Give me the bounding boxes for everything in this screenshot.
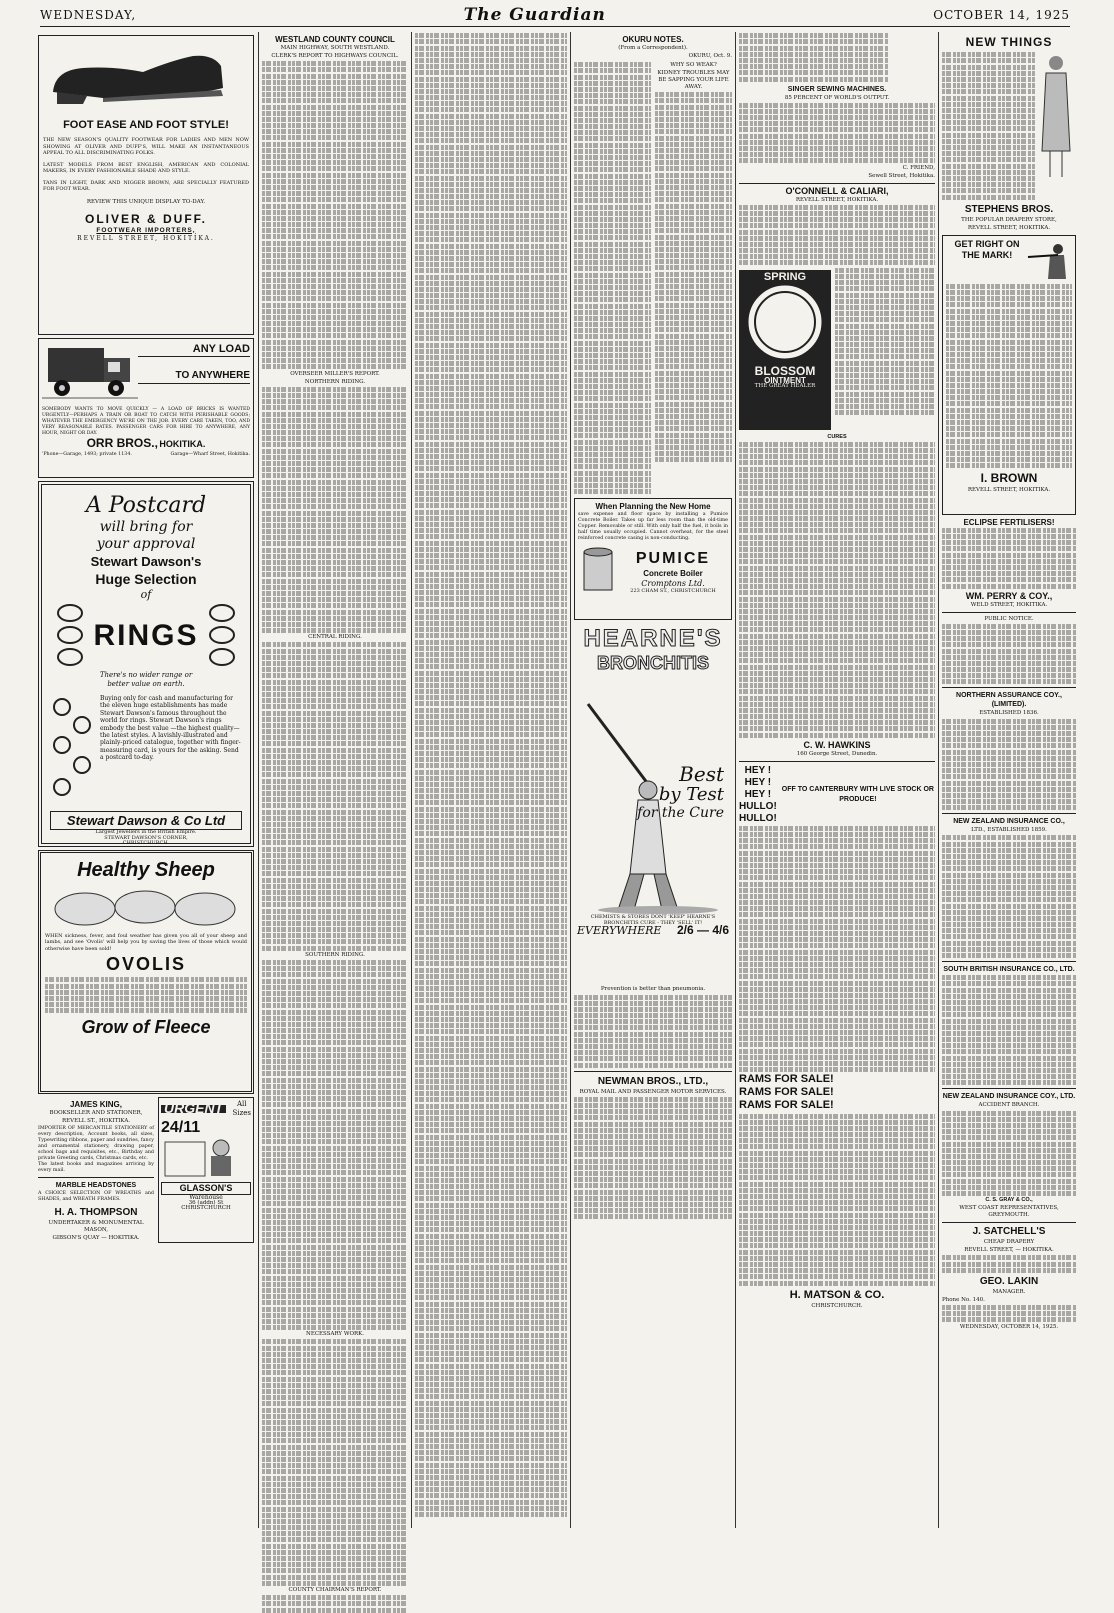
- article-text: [262, 642, 408, 950]
- dawson-wider-1: There's no wider range or: [99, 671, 193, 679]
- new-things-text: [942, 51, 1036, 201]
- dawson-line-1: A Postcard: [85, 493, 207, 518]
- singer-text: [739, 103, 935, 164]
- northern-text: [942, 719, 1076, 811]
- brown-text: [946, 284, 1072, 468]
- ring-illustration: [202, 601, 242, 671]
- article-text: [739, 33, 889, 81]
- article-text: [262, 387, 408, 633]
- ovolis-product: OVOLIS: [105, 954, 186, 975]
- gray-name: C. S. GRAY & CO.,: [985, 1197, 1033, 1204]
- hey-block: [739, 765, 777, 825]
- masthead-date: OCTOBER 14, 1925: [933, 8, 1070, 22]
- thompson-choice: A CHOICE SELECTION OF WREATHS and SHADES, and WREATH FRAMES.: [38, 1191, 154, 1202]
- council-report-title: CLERK'S REPORT TO HIGHWAYS COUNCIL.: [271, 53, 399, 59]
- dawson-logo: Stewart Dawson & Co Ltd: [50, 811, 242, 830]
- northern-heading: NORTHERN RIDING.: [304, 378, 366, 385]
- thompson-addr: GIBSON'S QUAY — HOKITIKA.: [52, 1235, 140, 1241]
- newman-sub: ROYAL MAIL AND PASSENGER MOTOR SERVICES.: [579, 1088, 727, 1095]
- eclipse-text: [942, 528, 1076, 589]
- matson-text: [739, 1114, 935, 1286]
- rams-1: RAMS FOR SALE!: [739, 1073, 834, 1086]
- council-meeting: MAIN HIGHWAY, SOUTH WESTLAND.: [280, 45, 390, 51]
- ovolis-ad: [38, 850, 254, 1094]
- dawson-line-3: your approval: [96, 536, 196, 552]
- column-1: [38, 32, 254, 1528]
- rams-3: RAMS FOR SALE!: [739, 1099, 834, 1112]
- necessary-heading: NECESSARY WORK.: [306, 1331, 364, 1338]
- canterbury-line: OFF TO CANTERBURY WITH LIVE STOCK OR PRODUCE!: [781, 785, 934, 803]
- james-king-trade: BOOKSELLER AND STATIONER,: [49, 1110, 143, 1116]
- spring-blossom-ad: [739, 270, 831, 430]
- hearne-chemists: CHEMISTS & STORES DONT 'KEEP' HEARNE'S BRONCHITIS CURE - THEY 'SELL' IT!: [590, 914, 716, 927]
- kidney-heading: KIDNEY TROUBLES MAY BE SAPPING YOUR LIFE AWAY.: [657, 70, 730, 90]
- new-things-heading: NEW THINGS: [965, 35, 1053, 49]
- hearne-bronchitis: BRONCHITIS: [597, 653, 709, 674]
- dawson-line-5: Huge Selection: [95, 571, 197, 587]
- spring-cures: CURES: [827, 433, 847, 440]
- pumice-head: When Planning the New Home: [595, 502, 711, 512]
- satchell-text: [942, 1255, 1076, 1272]
- hullo-2: HULLO!: [739, 812, 777, 824]
- northern-assurance: NORTHERN ASSURANCE COY., (LIMITED).: [956, 692, 1062, 709]
- ring-illustration: [50, 601, 90, 671]
- okuru-heading: OKURU NOTES.: [622, 35, 684, 44]
- foot-ease-body-3: TANS IN LIGHT, DARK AND NIGGER BROWN, ARE SPECIALLY FEATURED FOR FOOT WEAR.: [43, 179, 249, 192]
- truck-illustration: [42, 342, 138, 404]
- dawson-tag: Largest Jewellers in the British Empire.: [95, 829, 197, 835]
- singer-addr: Sewell Street, Hokitika.: [868, 172, 935, 179]
- article-text: [574, 995, 732, 1068]
- shoe-illustration: [43, 40, 243, 112]
- pumice-firm: Cromptons Ltd.: [641, 578, 705, 588]
- column-3: [415, 32, 567, 1528]
- masthead: [40, 4, 1070, 27]
- dawson-line-4: Stewart Dawson's: [90, 554, 202, 569]
- foot-ease-body-2: LATEST MODELS FROM BEST ENGLISH, AMERICAN AND COLONIAL MAKERS, IN EVERY FASHIONABLE SHADE AND STYLE.: [43, 161, 249, 174]
- ointment-label: OINTMENT: [764, 376, 806, 386]
- oconnell-name: O'CONNELL & CALIARI,: [785, 185, 889, 196]
- orr-town: HOKITIKA.: [159, 439, 206, 449]
- foot-ease-body-1: THE NEW SEASON'S QUALITY FOOTWEAR FOR LADIES AND MEN NOW SHOWING AT OLIVER AND DUFF'S, WILL MAKE AN INSTANTANEOUS APPEAL TO ALL DISCRIMINATING FOLKS.: [43, 137, 249, 156]
- okuru-dateline: OKURU, Oct. 9.: [688, 53, 732, 59]
- glasson-warehouse: Warehouse: [189, 1194, 223, 1201]
- lakin-name: GEO. LAKIN: [979, 1275, 1039, 1287]
- hawkins-name: C. W. HAWKINS: [803, 739, 871, 750]
- oliver-duff-trade: FOOTWEAR IMPORTERS,: [96, 226, 196, 234]
- column-4: [574, 32, 732, 1528]
- newman-text: [574, 1097, 732, 1220]
- kidney-column: [655, 61, 732, 495]
- stewart-dawson-ad: [38, 481, 254, 847]
- hearne-every: EVERYWHERE: [577, 924, 662, 938]
- stephens-addr: REVELL STREET, HOKITIKA.: [967, 224, 1051, 231]
- article-text-continued: [415, 33, 567, 1517]
- satchell-name: J. SATCHELL'S: [972, 1226, 1046, 1238]
- glasson-name: GLASSON'S: [161, 1182, 251, 1195]
- article-text: [262, 1339, 408, 1585]
- spring-text: [739, 442, 935, 738]
- perry-name: WM. PERRY & COY.,: [965, 590, 1053, 601]
- column-rule: [938, 32, 939, 1528]
- masthead-day: WEDNESDAY,: [40, 8, 137, 22]
- nz-insurance-text: [942, 835, 1076, 958]
- eclipse-heading: ECLIPSE FERTILISERS!: [963, 517, 1055, 527]
- dawson-line-6: of: [140, 588, 152, 601]
- brown-ad: [942, 235, 1076, 515]
- glasson-urgent: URGENT: [161, 1105, 226, 1113]
- satchell-sub: CHEAP DRAPERY: [983, 1239, 1035, 1246]
- orr-garage: Garage—Wharf Street, Hokitika.: [170, 451, 250, 457]
- oliver-duff-firm: OLIVER & DUFF.: [84, 211, 207, 226]
- ring-catalogue-illustration: [50, 695, 96, 805]
- dawson-rings: RINGS: [93, 619, 199, 652]
- james-king-body: IMPORTER OF MERCANTILE STATIONERY of every description, Account books, all sizes, Typewriting ribbons, paper and sundries, fancy and ornamental stationery, drawing paper, school bags and requisites, etc., Birthday and private Greeting cards, Christmas cards, etc.: [38, 1126, 154, 1161]
- james-king-latest: The latest books and magazines arriving by every mail.: [38, 1162, 154, 1173]
- pumice-addr: 223 CHAM ST., CHRISTCHURCH: [630, 587, 716, 594]
- column-2: [262, 32, 408, 1593]
- rams-2: RAMS FOR SALE!: [739, 1086, 834, 1099]
- imprint-date: WEDNESDAY, OCTOBER 14, 1925.: [959, 1323, 1059, 1330]
- singer-firm: C. FRIEND,: [902, 164, 935, 171]
- canterbury-text: [739, 826, 935, 1072]
- imprint-text: [942, 1305, 1076, 1322]
- okuru-text: [574, 61, 651, 495]
- glasson-price: 24/11: [161, 1119, 201, 1136]
- dawson-corner: STEWART DAWSON'S CORNER,: [104, 834, 188, 841]
- shooter-illustration: [1028, 239, 1072, 283]
- satchell-addr: REVELL STREET, — HOKITIKA.: [964, 1247, 1054, 1254]
- sheep-illustration: [45, 883, 245, 933]
- stephens-sub: THE POPULAR DRAPERY STORE,: [961, 216, 1057, 223]
- accident-text: [942, 1111, 1076, 1196]
- nz-insurance-est: LTD., ESTABLISHED 1859.: [971, 827, 1047, 834]
- james-king-town: REVELL ST., HOKITIKA.: [61, 1118, 131, 1124]
- public-text: [942, 624, 1076, 685]
- okuru-correspondent: (From a Correspondent).: [618, 45, 688, 51]
- hey-3: HEY !: [744, 788, 772, 800]
- hullo-1: HULLO!: [739, 800, 777, 812]
- ovolis-crow: Grow of Fleece: [81, 1016, 211, 1037]
- article-text: [835, 267, 935, 433]
- orr-body: SOMEBODY WANTS TO MOVE QUICKLY — A LOAD OF BRICKS IS WANTED URGENTLY—PERHAPS A TRAIN OR BOAT TO CATCH WITH PERISHABLE GOODS; WHATEVER THE EMERGENCY WE'RE ON THE JOB. EVERY CARE TAKEN, TOO, AND VERY REASONABLE RATES. PASSENGER CARS FOR HIRE TO ANYWHERE, ANY HOUR, NIGHT OR DAY.: [42, 407, 250, 436]
- ovolis-body: WHEN sickness, fever, and foul weather has given you all of your sheep and lambs, and see 'Ovolis' will help you by saving the lives of those which would otherwise have been sold!: [45, 933, 247, 952]
- get-right: GET RIGHT ON THE MARK!: [954, 238, 1020, 260]
- spring-label: SPRING: [763, 270, 807, 283]
- article-text: [262, 61, 408, 369]
- south-british-text: [942, 975, 1076, 1085]
- ointment-tin-illustration: [745, 282, 825, 362]
- hearne-for: for the Cure: [637, 805, 724, 822]
- thompson-head: MARBLE HEADSTONES: [55, 1182, 137, 1189]
- brown-name: I. BROWN: [980, 471, 1038, 486]
- hearnes-ad: [574, 623, 732, 983]
- hawkins-addr: 160 George Street, Dunedin.: [796, 750, 878, 757]
- hearne-best: Best: [679, 762, 724, 787]
- masthead-title: The Guardian: [463, 5, 606, 25]
- pumice-boiler-ad: [574, 498, 732, 620]
- column-rule: [735, 32, 736, 1528]
- nz-insurance-2: NEW ZEALAND INSURANCE COY., LTD.: [942, 1093, 1076, 1101]
- foot-ease-review: REVIEW THIS UNIQUE DISPLAY TO-DAY.: [86, 198, 206, 205]
- glasson-sizes: Sizes: [232, 1109, 251, 1117]
- glasson-addr-1: 36 (addn) St: [188, 1199, 224, 1206]
- dawson-body: Buying only for cash and manufacturing for the eleven huge establishments has made Stewart Dawson's famous throughout the world for rings. Stewart Dawson's rings embody the best value —the highest quality—the latest styles. A lavishly-illustrated and plainly-priced catalogue, together with finger-measuring card, is yours for the asking. Send a postcard to-day.: [100, 695, 241, 762]
- oliver-duff-address: REVELL STREET, HOKITIKA.: [77, 234, 215, 242]
- lady-illustration: [1036, 51, 1076, 181]
- hey-1: HEY !: [744, 764, 772, 776]
- perry-addr: WELD STREET, HOKITIKA.: [970, 601, 1048, 608]
- orr-any-load: ANY LOAD: [138, 342, 250, 357]
- lakin-role: MANAGER.: [992, 1288, 1026, 1295]
- oliver-duff-ad: [38, 35, 254, 335]
- oconnell-text: [739, 205, 935, 266]
- james-king-name: JAMES KING,: [69, 1100, 122, 1109]
- pumice-name: PUMICE: [635, 549, 711, 567]
- gray-sub: WEST COAST REPRESENTATIVES, GREYMOUTH.: [959, 1205, 1059, 1219]
- southern-heading: SOUTHERN RIDING.: [305, 951, 365, 958]
- matson-name: H. MATSON & CO.: [789, 1288, 885, 1301]
- blossom-label: BLOSSOM: [754, 364, 816, 379]
- stephens-name: STEPHENS BROS.: [964, 203, 1054, 215]
- nz-insurance: NEW ZEALAND INSURANCE CO.,: [953, 818, 1065, 826]
- boiler-illustration: [578, 546, 618, 596]
- pumice-body: save expense and floor space by installing a Pumice Concrete Boiler. Takes up far less room than the old-time Copper. Removable or still. With only half the fuel, it boils in half time usually occupied. Cannot overheat, for the steel reinforced concrete casing is non-conducting.: [578, 512, 728, 542]
- why-heading: WHY SO WEAK?: [670, 62, 717, 68]
- brown-addr: REVELL STREET, HOKITIKA.: [967, 487, 1051, 494]
- thompson-name: H. A. THOMPSON: [54, 1207, 138, 1218]
- oconnell-addr: REVELL STREET, HOKITIKA.: [795, 196, 879, 203]
- dawson-city: CHRISTCHURCH.: [122, 840, 170, 847]
- orr-to-anywhere: TO ANYWHERE: [138, 369, 250, 384]
- column-6: [942, 32, 1076, 1528]
- glasson-addr-2: CHRISTCHURCH: [181, 1205, 231, 1212]
- james-king-ad: [38, 1097, 154, 1243]
- great-healer-label: THE GREAT HEALER: [754, 382, 816, 389]
- orr-firm: ORR BROS.,: [86, 436, 158, 450]
- matson-town: CHRISTCHURCH.: [811, 1302, 863, 1309]
- hearne-name: HEARNE'S: [583, 625, 723, 653]
- central-heading: CENTRAL RIDING.: [308, 634, 362, 641]
- glasson-all: All: [236, 1100, 247, 1108]
- dawson-line-2: will bring for: [99, 519, 193, 535]
- public-heading: PUBLIC NOTICE.: [984, 615, 1034, 622]
- orr-bros-ad: [38, 338, 254, 478]
- ovolis-fineprint: [45, 977, 247, 1013]
- overseer-heading: OVERSEER MILLER'S REPORT.: [290, 370, 380, 377]
- chairman-heading: COUNTY CHAIRMAN'S REPORT.: [288, 1586, 382, 1593]
- council-heading: WESTLAND COUNTY COUNCIL: [275, 35, 395, 44]
- singer-sub: 85 PERCENT OF WORLD'S OUTPUT.: [784, 94, 890, 101]
- hearne-price: 2/6 — 4/6: [676, 923, 729, 938]
- column-rule: [570, 32, 571, 1528]
- northern-est: ESTABLISHED 1836.: [979, 710, 1039, 717]
- boy-illustration: [161, 1138, 251, 1182]
- foot-ease-headline: FOOT EASE AND FOOT STYLE!: [63, 119, 229, 131]
- orr-phones: 'Phone—Garage, 1493; private 1134.: [42, 451, 132, 457]
- glasson-ad: [158, 1097, 254, 1243]
- accident-branch: ACCIDENT BRANCH.: [978, 1102, 1040, 1109]
- column-rule: [258, 32, 259, 1528]
- column-5: [739, 32, 935, 1528]
- south-british: SOUTH BRITISH INSURANCE CO., LTD.: [943, 966, 1075, 973]
- pumice-product: Concrete Boiler: [643, 568, 703, 578]
- dawson-wider-2: better value on earth.: [107, 680, 185, 688]
- ovolis-healthy: Healthy Sheep: [77, 859, 215, 881]
- column-rule: [411, 32, 412, 1528]
- kidney-text: [655, 92, 732, 462]
- lakin-phone: Phone No. 140.: [942, 1296, 985, 1303]
- hearne-test: by Test: [658, 784, 724, 806]
- article-text: [262, 1595, 408, 1612]
- thompson-trade: UNDERTAKER & MONUMENTAL MASON,: [48, 1220, 144, 1233]
- pneumonia-line: Prevention is better than pneumonia.: [600, 986, 706, 993]
- hey-2: HEY !: [744, 776, 772, 788]
- article-text: [262, 960, 408, 1330]
- singer-heading: SINGER SEWING MACHINES.: [787, 85, 887, 93]
- newman-name: NEWMAN BROS., LTD.,: [597, 1075, 709, 1087]
